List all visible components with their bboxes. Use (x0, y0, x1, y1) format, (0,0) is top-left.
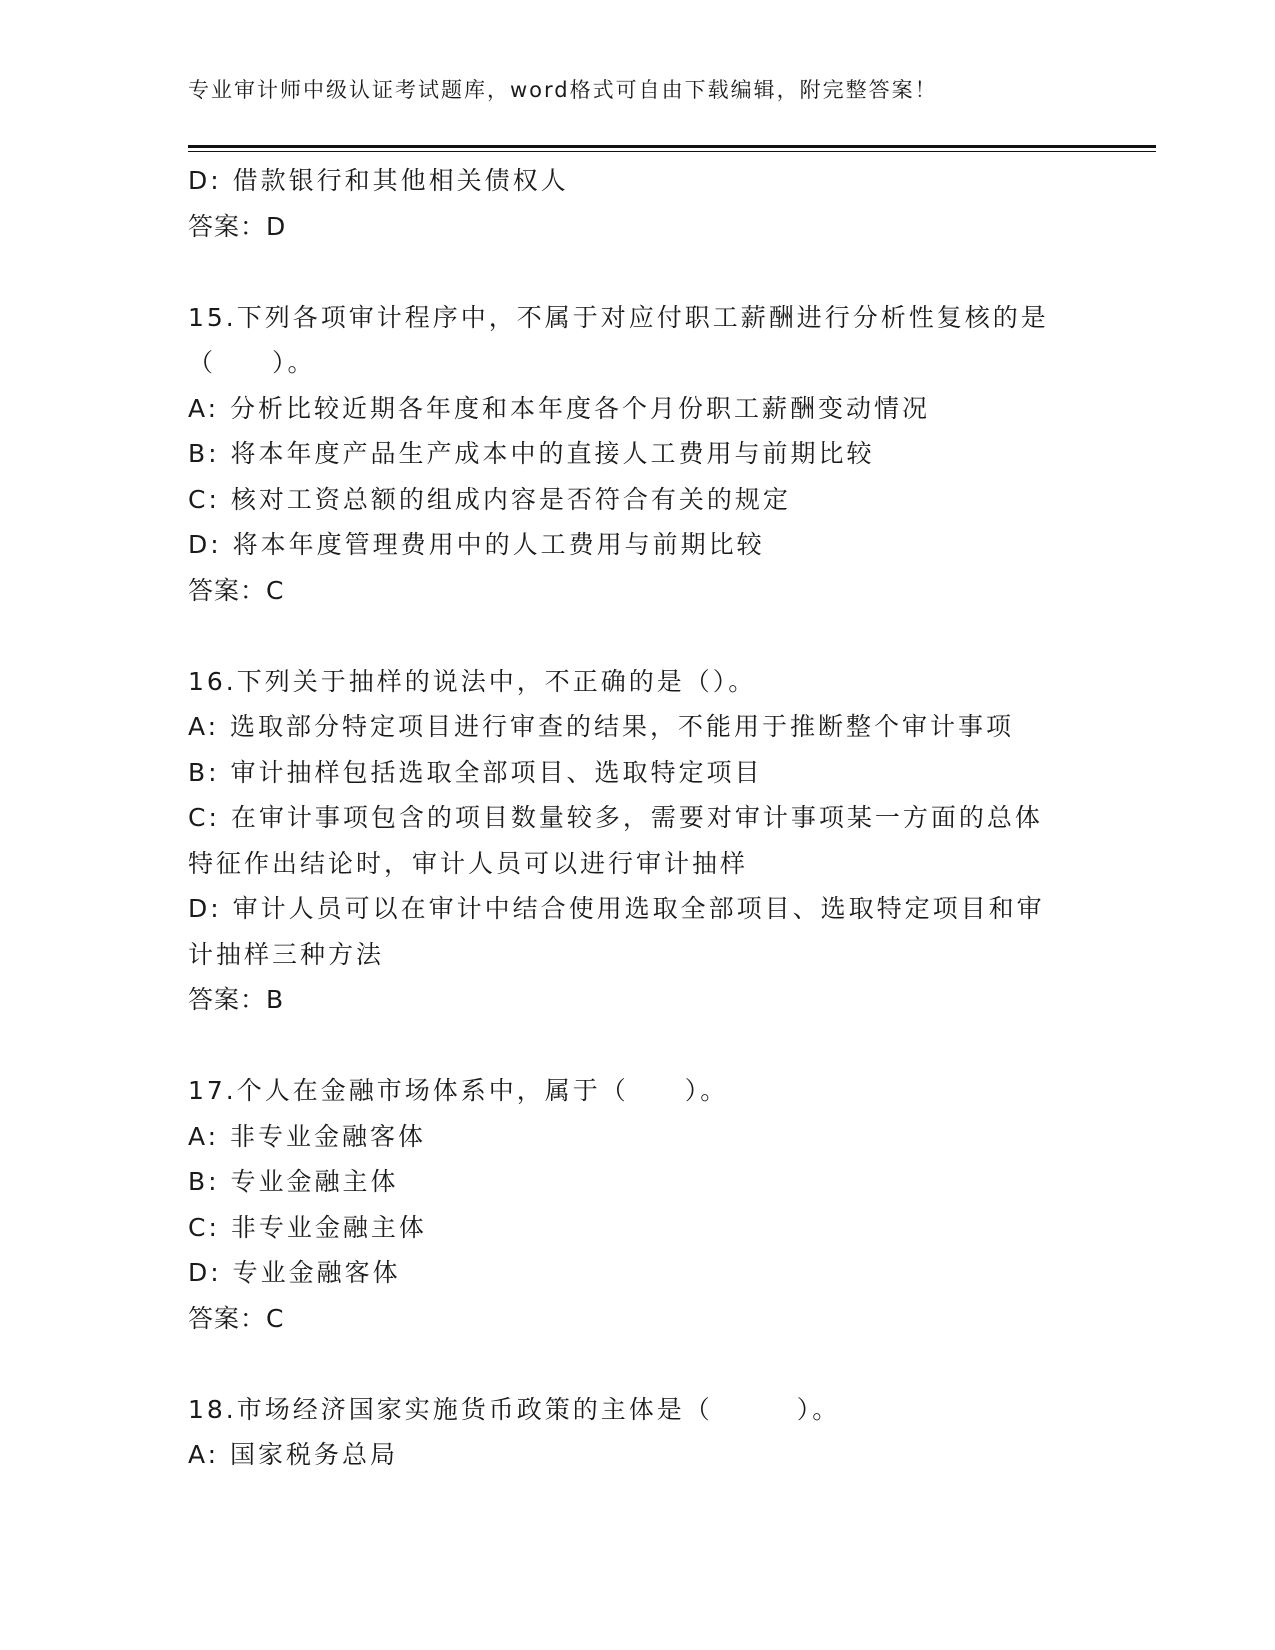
header-rule-thick (188, 145, 1156, 148)
option-c: C: 核对工资总额的组成内容是否符合有关的规定 (188, 484, 791, 514)
question-stem: 17.个人在金融市场体系中，属于（ ）。 (188, 1076, 729, 1105)
header-rule-thin (188, 151, 1156, 152)
question-stem: 16.下列关于抽样的说法中，不正确的是（）。 (188, 666, 757, 696)
option-b: B: 专业金融主体 (188, 1167, 399, 1196)
answer: 答案：B (188, 985, 285, 1014)
question-14-tail (188, 158, 1088, 249)
question-stem: 18.市场经济国家实施货币政策的主体是（ ）。 (188, 1394, 841, 1424)
option-d: D: 审计人员可以在审计中结合使用选取全部项目、选取特定项目和审 (188, 894, 1045, 923)
option-d: D: 借款银行和其他相关债权人 (188, 166, 569, 195)
option-d: D: 专业金融客体 (188, 1258, 401, 1287)
question-15 (188, 295, 1088, 614)
option-a: A: 选取部分特定项目进行审查的结果，不能用于推断整个审计事项 (188, 712, 1015, 741)
option-a: A: 非专业金融客体 (188, 1121, 427, 1151)
option-d-continued: 计抽样三种方法 (188, 939, 385, 969)
question-17 (188, 1068, 1088, 1341)
question-stem: （ ）。 (188, 348, 316, 377)
option-b: B: 将本年度产品生产成本中的直接人工费用与前期比较 (188, 439, 875, 468)
option-c: C: 在审计事项包含的项目数量较多，需要对审计事项某一方面的总体 (188, 803, 1043, 832)
option-d: D: 将本年度管理费用中的人工费用与前期比较 (188, 530, 765, 559)
question-stem: 15.下列各项审计程序中，不属于对应付职工薪酬进行分析性复核的是 (188, 302, 1049, 332)
option-c: C: 非专业金融主体 (188, 1212, 427, 1242)
page-header: 专业审计师中级认证考试题库，word格式可自由下载编辑，附完整答案！ (188, 78, 938, 102)
option-a: A: 分析比较近期各年度和本年度各个月份职工薪酬变动情况 (188, 393, 931, 423)
option-a: A: 国家税务总局 (188, 1440, 399, 1469)
answer: 答案：C (188, 1303, 285, 1333)
question-content (188, 158, 1088, 1478)
option-c-continued: 特征作出结论时，审计人员可以进行审计抽样 (188, 848, 749, 878)
answer: 答案：C (188, 575, 285, 605)
question-16 (188, 659, 1088, 1023)
option-b: B: 审计抽样包括选取全部项目、选取特定项目 (188, 757, 763, 787)
answer: 答案：D (188, 211, 287, 241)
question-18 (188, 1387, 1088, 1478)
